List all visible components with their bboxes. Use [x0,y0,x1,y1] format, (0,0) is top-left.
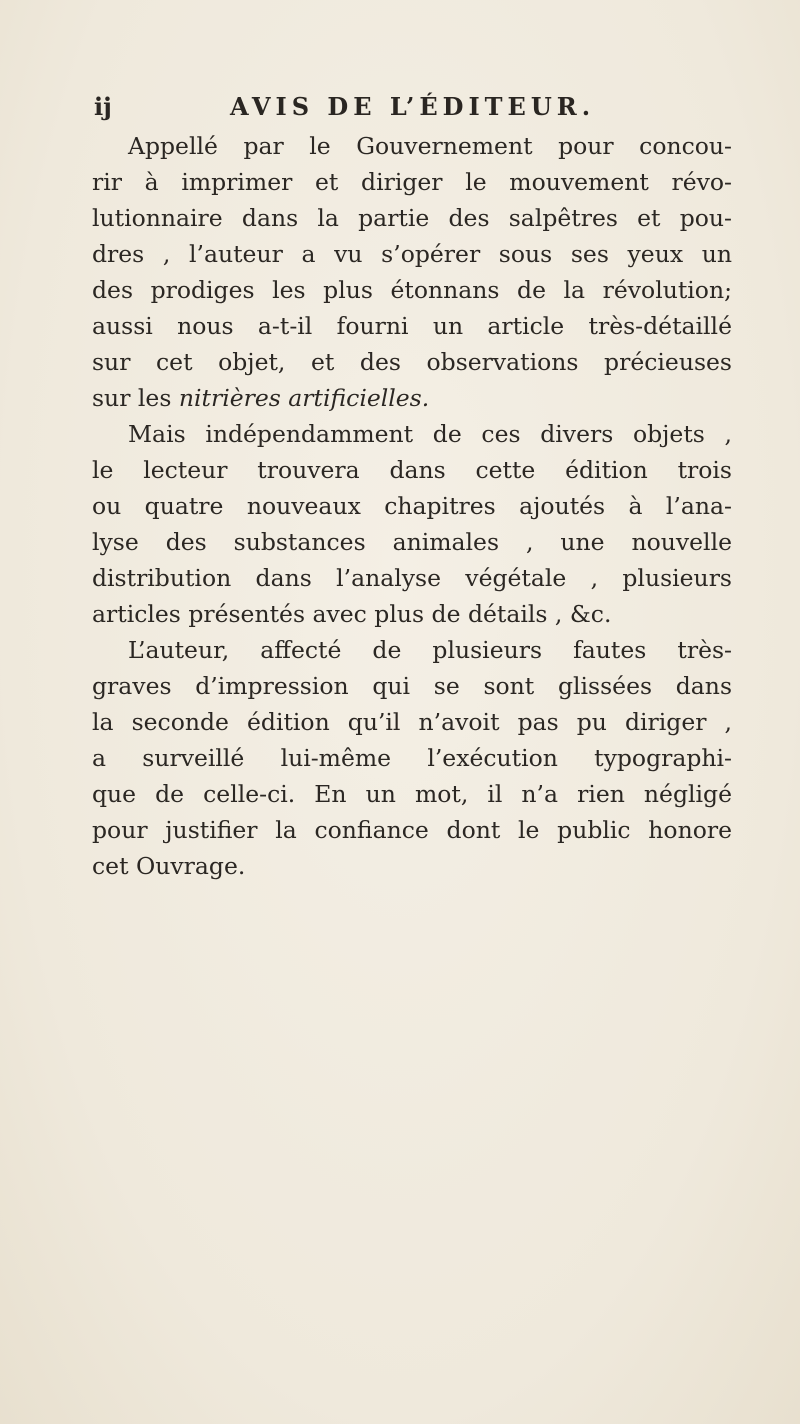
paragraph-1-line-8 [92,380,732,416]
paragraph-1-line-5: des prodiges les plus étonnans de la révolution; [92,276,732,304]
page-header [94,86,714,126]
paragraph-1-line-1: Appellé par le Gouvernement pour concou- [128,132,732,160]
paragraph-3-line-3: la seconde édition qu’il n’avoit pas pu diriger , [92,708,732,736]
paragraph-1-line-3: lutionnaire dans la partie des salpêtres et pou- [92,204,732,232]
paragraph-1-line-7: sur cet objet, et des observations précieuses [92,348,732,376]
paragraph-3-line-4: a surveillé lui-même l’exécution typographi- [92,744,732,772]
body-text [92,128,732,884]
paragraph-1-line-8-prefix: sur les [92,384,179,412]
paragraph-1-line-6: aussi nous a-t-il fourni un article très-détaillé [92,312,732,340]
paragraph-1-line-2: rir à imprimer et diriger le mouvement révo- [92,168,732,196]
paragraph-2-line-4: lyse des substances animales , une nouvelle [92,528,732,556]
paragraph-2-line-6: articles présentés avec plus de détails , &c. [92,600,612,628]
paragraph-3-line-6: pour justifier la confiance dont le public honore [92,816,732,844]
paragraph-3-line-1: L’auteur, affecté de plusieurs fautes très- [128,636,732,664]
running-head: AVIS DE L’ÉDITEUR. [230,92,596,121]
paragraph-3-line-7: cet Ouvrage. [92,852,246,880]
paragraph-1-line-4: dres , l’auteur a vu s’opérer sous ses yeux un [92,240,732,268]
page-number: ij [94,92,112,121]
paragraph-2-line-3: ou quatre nouveaux chapitres ajoutés à l’ana- [92,492,732,520]
nitrieres-artificielles-italic: nitrières artificielles. [178,384,430,412]
paragraph-2-line-1: Mais indépendamment de ces divers objets , [128,420,732,448]
paragraph-2-line-5: distribution dans l’analyse végétale , plusieurs [92,564,732,592]
paragraph-3-line-2: graves d’impression qui se sont glissées dans [92,672,732,700]
paragraph-3-line-5: que de celle-ci. En un mot, il n’a rien négligé [92,780,732,808]
paragraph-2-line-2: le lecteur trouvera dans cette édition trois [92,456,732,484]
